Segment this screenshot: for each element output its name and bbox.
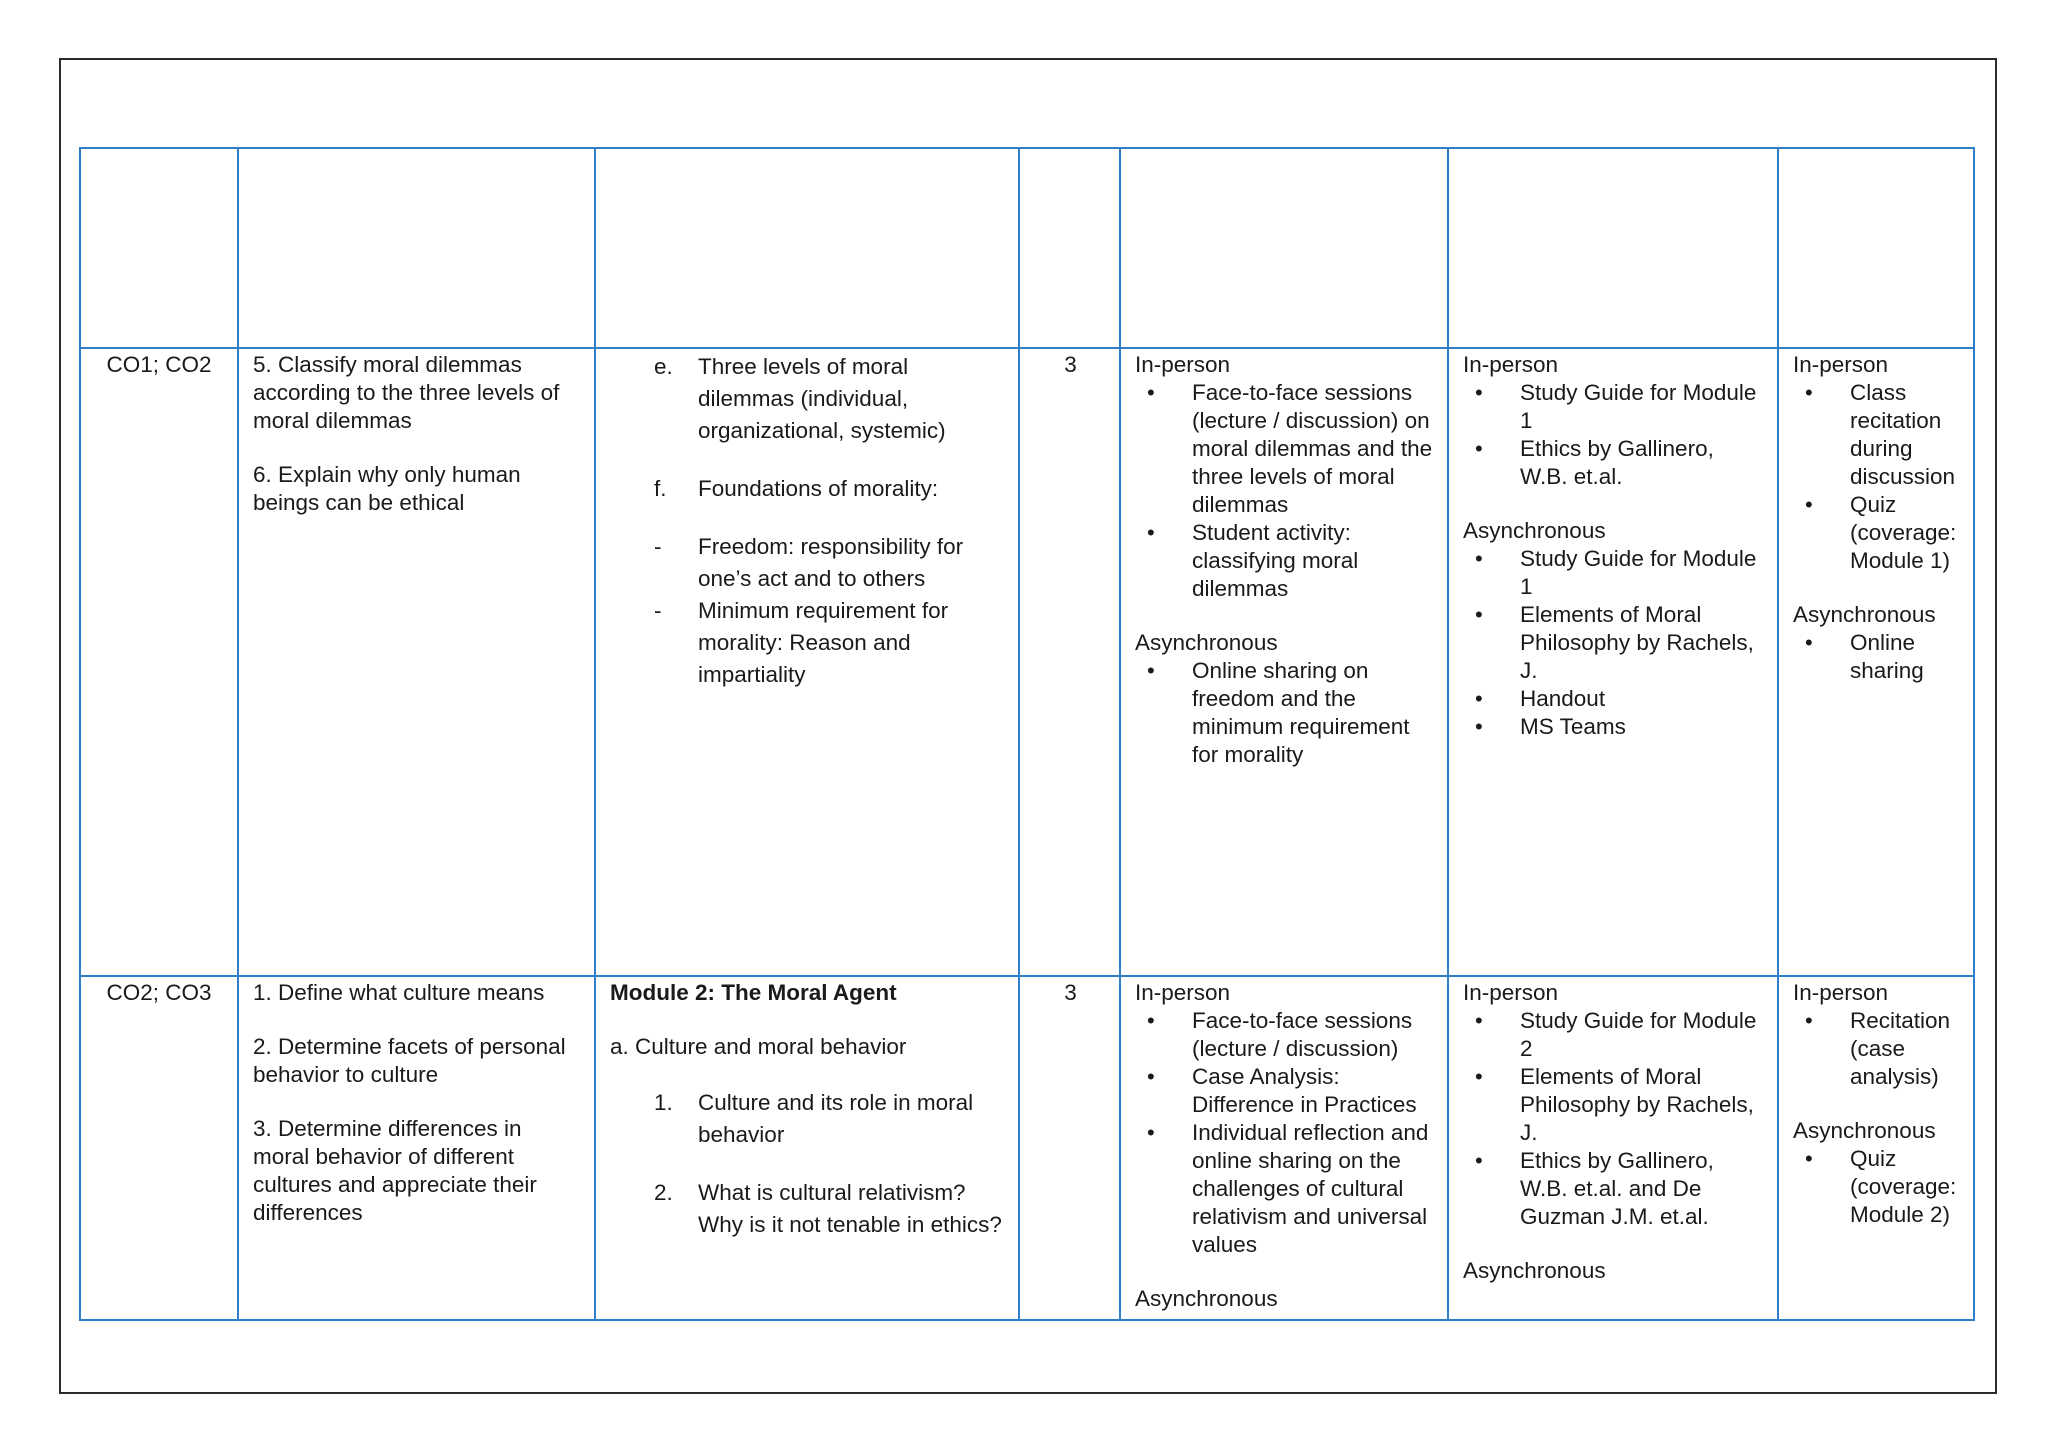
module-subtopic: a. Culture and moral behavior [610,1034,907,1059]
learning-outcome: 5. Classify moral dilemmas according to the three levels of moral dilemmas [253,352,560,433]
assessment-list [1793,629,1961,685]
assessment-cell [1778,976,1974,1320]
resource-list [1463,545,1765,741]
hours-cell [1019,976,1120,1320]
mode-label: In-person [1135,980,1231,1005]
blank-cell [238,148,595,348]
list-item: • Face-to-face sessions (lecture / discussion) on moral dilemmas and the three levels of moral dilemmas [1135,379,1435,519]
list-item: • Student activity: classifying moral dilemmas [1135,519,1435,603]
blank-cell [80,148,238,348]
assessment-list [1793,1145,1961,1229]
learning-outcome: 3. Determine differences in moral behavior of different cultures and appreciate their differences [253,1116,537,1225]
topic-text: Culture and its role in moral behavior [698,1090,974,1147]
table-row [80,976,1974,1320]
blank-cell [1120,148,1448,348]
blank-row [80,148,1974,348]
list-item: • Case Analysis: Difference in Practices [1135,1063,1435,1119]
topics-cell [595,348,1019,976]
mode-label: Asynchronous [1463,1258,1606,1283]
mode-label: In-person [1463,980,1559,1005]
list-item: • Elements of Moral Philosophy by Rachels, J. [1463,601,1765,685]
list-item: • Individual reflection and online sharing on the challenges of cultural relativism and universal values [1135,1119,1435,1259]
resources-cell [1448,976,1778,1320]
topic-item [610,595,1006,691]
activity-list [1135,379,1435,603]
assessment-cell [1778,348,1974,976]
topic-marker: - [654,534,662,559]
mode-label: Asynchronous [1135,630,1278,655]
course-outcome-cell [80,976,238,1320]
resource-list [1463,1007,1765,1231]
list-item: • Face-to-face sessions (lecture / discussion) [1135,1007,1435,1063]
hours-value: 3 [1064,980,1077,1005]
topic-item [610,1177,1006,1241]
mode-label: In-person [1463,352,1559,377]
course-outcome-code: CO1; CO2 [106,352,212,377]
list-item: • Online sharing on freedom and the minimum requirement for morality [1135,657,1435,769]
list-item: • Handout [1463,685,1765,713]
topic-marker: 1. [654,1090,673,1115]
course-outcome-code: CO2; CO3 [106,980,212,1005]
list-item: • Elements of Moral Philosophy by Rachels, J. [1463,1063,1765,1147]
list-item: • Quiz (coverage: Module 1) [1793,491,1961,575]
learning-outcome: 2. Determine facets of personal behavior to culture [253,1034,566,1087]
mode-label: In-person [1793,980,1889,1005]
blank-cell [1778,148,1974,348]
topic-text: Freedom: responsibility for one’s act and to others [698,534,964,591]
assessment-list [1793,379,1961,575]
topic-marker: - [654,598,662,623]
resources-cell [1448,348,1778,976]
list-item: • Recitation (case analysis) [1793,1007,1961,1091]
activity-list [1135,1007,1435,1259]
topic-item [610,473,1006,505]
course-outcome-cell [80,348,238,976]
list-item: • Class recitation during discussion [1793,379,1961,491]
activities-cell [1120,976,1448,1320]
mode-label: In-person [1135,352,1231,377]
topic-marker: e. [654,354,673,379]
learning-outcomes-cell [238,976,595,1320]
assessment-list [1793,1007,1961,1091]
topics-cell [595,976,1019,1320]
list-item: • Study Guide for Module 2 [1463,1007,1765,1063]
topic-item [610,1087,1006,1151]
activities-cell [1120,348,1448,976]
mode-label: Asynchronous [1793,1118,1936,1143]
module-title: Module 2: The Moral Agent [610,980,897,1005]
list-item: • MS Teams [1463,713,1765,741]
mode-label: Asynchronous [1463,518,1606,543]
syllabus-table [79,147,1975,1321]
mode-label: Asynchronous [1135,1286,1278,1311]
list-item: • Online sharing [1793,629,1961,685]
learning-outcome: 6. Explain why only human beings can be ethical [253,462,521,515]
blank-cell [1019,148,1120,348]
blank-cell [595,148,1019,348]
activity-list [1135,657,1435,769]
topic-text: Minimum requirement for morality: Reason and impartiality [698,598,949,687]
learning-outcomes-cell [238,348,595,976]
topic-text: What is cultural relativism? Why is it not tenable in ethics? [698,1180,1002,1237]
resource-list [1463,379,1765,491]
hours-value: 3 [1064,352,1077,377]
list-item: • Quiz (coverage: Module 2) [1793,1145,1961,1229]
list-item: • Ethics by Gallinero, W.B. et.al. and De Guzman J.M. et.al. [1463,1147,1765,1231]
hours-cell [1019,348,1120,976]
blank-cell [1448,148,1778,348]
table-row [80,348,1974,976]
topic-text: Foundations of morality: [698,476,939,501]
topic-text: Three levels of moral dilemmas (individual, organizational, systemic) [698,354,946,443]
topic-marker: 2. [654,1180,673,1205]
topic-item [610,351,1006,447]
topic-marker: f. [654,476,667,501]
mode-label: Asynchronous [1793,602,1936,627]
list-item: • Study Guide for Module 1 [1463,379,1765,435]
mode-label: In-person [1793,352,1889,377]
learning-outcome: 1. Define what culture means [253,980,545,1005]
topic-item [610,531,1006,595]
list-item: • Study Guide for Module 1 [1463,545,1765,601]
list-item: • Ethics by Gallinero, W.B. et.al. [1463,435,1765,491]
